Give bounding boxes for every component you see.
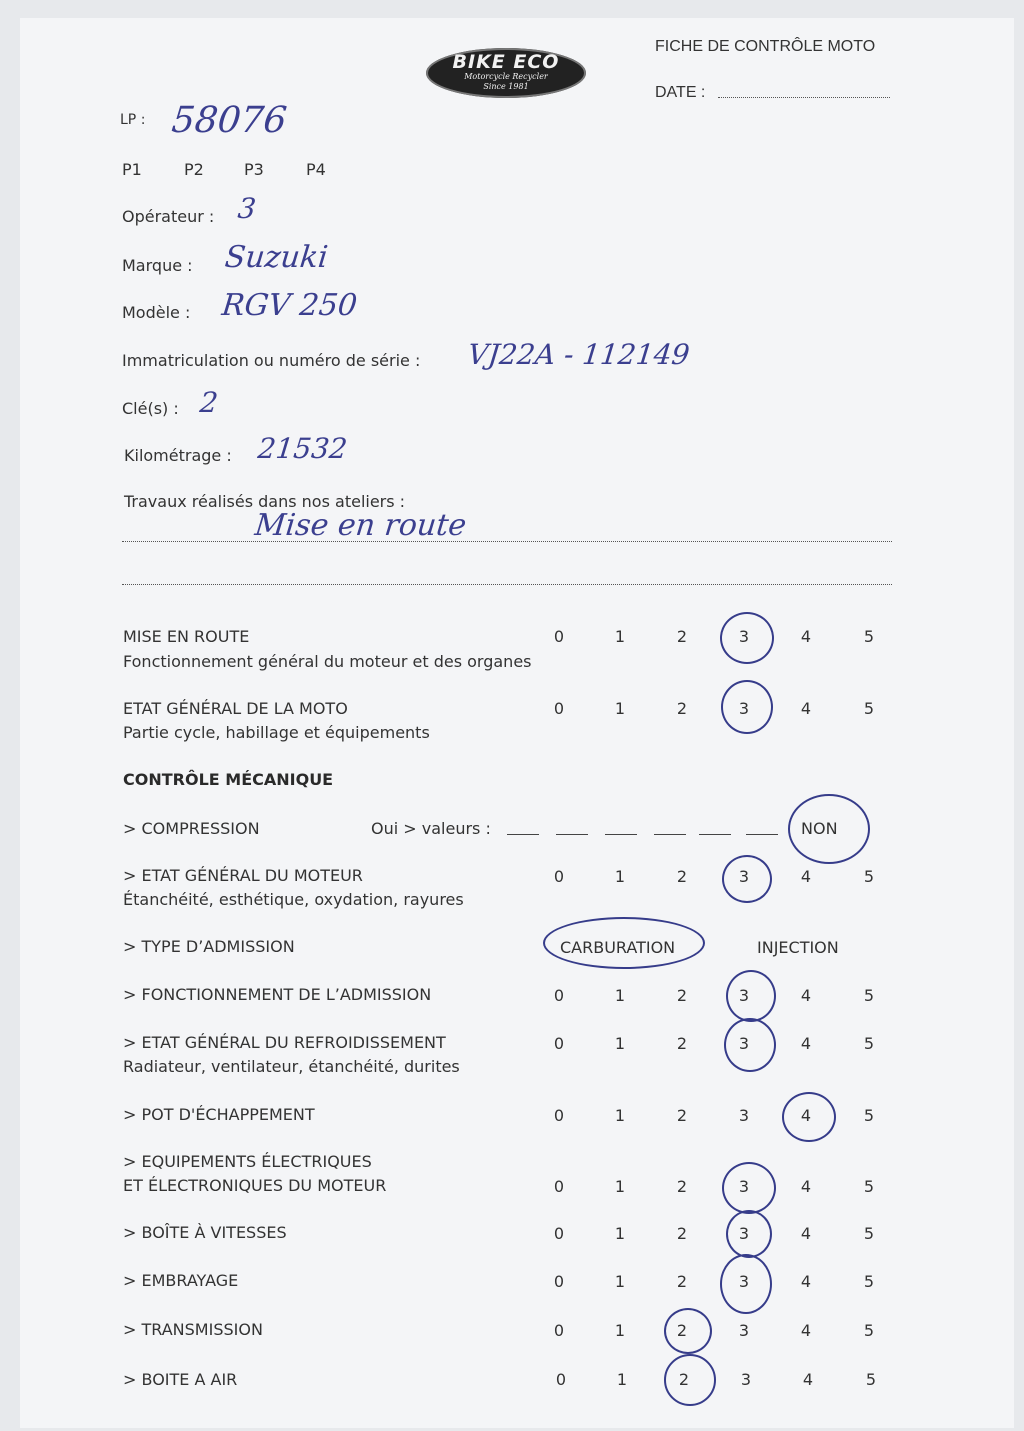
cles-value[interactable]: 2	[198, 386, 220, 419]
transmission-score-0[interactable]: 0	[553, 1321, 565, 1340]
selection-circle	[664, 1308, 712, 1354]
electrique-title-2: ET ÉLECTRONIQUES DU MOTEUR	[123, 1176, 387, 1195]
embrayage-score-1[interactable]: 1	[614, 1272, 626, 1291]
logo-tagline-since: Since 1981	[483, 82, 529, 91]
selection-circle	[720, 612, 774, 664]
travaux-label: Travaux réalisés dans nos ateliers :	[124, 492, 406, 511]
pot-score-1[interactable]: 1	[614, 1106, 626, 1125]
lp-value[interactable]: 58076	[169, 100, 289, 141]
selection-circle	[726, 970, 776, 1022]
boite-score-5[interactable]: 5	[863, 1224, 875, 1243]
immatriculation-value[interactable]: VJ22A - 112149	[466, 338, 692, 371]
p2-label[interactable]: P2	[184, 160, 204, 179]
etat-moteur-subtitle: Étanchéité, esthétique, oxydation, rayures	[123, 890, 464, 909]
operateur-value[interactable]: 3	[236, 192, 258, 225]
kilometrage-value[interactable]: 21532	[256, 432, 349, 465]
refroidissement-score-5[interactable]: 5	[863, 1034, 875, 1053]
etat-general-title: ETAT GÉNÉRAL DE LA MOTO	[123, 699, 348, 718]
etat-moteur-score-4[interactable]: 4	[800, 867, 812, 886]
etat-general-score-1[interactable]: 1	[614, 699, 626, 718]
pot-score-2[interactable]: 2	[676, 1106, 688, 1125]
etat-moteur-score-1[interactable]: 1	[614, 867, 626, 886]
embrayage-score-4[interactable]: 4	[800, 1272, 812, 1291]
boite-air-title: > BOITE A AIR	[123, 1370, 238, 1389]
date-label: DATE :	[655, 84, 706, 101]
operateur-label: Opérateur :	[122, 207, 215, 226]
boite-air-score-5[interactable]: 5	[865, 1370, 877, 1389]
boite-score-3[interactable]: 3	[738, 1224, 750, 1243]
electrique-score-1[interactable]: 1	[614, 1177, 626, 1196]
etat-general-score-4[interactable]: 4	[800, 699, 812, 718]
bike-eco-logo	[426, 48, 586, 98]
boite-air-score-1[interactable]: 1	[616, 1370, 628, 1389]
refroidissement-subtitle: Radiateur, ventilateur, étanchéité, durites	[123, 1057, 460, 1076]
embrayage-score-3[interactable]: 3	[738, 1272, 750, 1291]
selection-circle	[721, 680, 773, 734]
injection-option[interactable]: INJECTION	[757, 938, 839, 957]
compression-non-option[interactable]: NON	[801, 819, 838, 838]
cles-label: Clé(s) :	[122, 399, 179, 418]
transmission-score-2[interactable]: 2	[676, 1321, 688, 1340]
modele-value[interactable]: RGV 250	[220, 288, 359, 323]
electrique-score-0[interactable]: 0	[553, 1177, 565, 1196]
fonct-admission-score-2[interactable]: 2	[676, 986, 688, 1005]
boite-vitesses-title: > BOÎTE À VITESSES	[123, 1223, 287, 1242]
fonctionnement-admission-title: > FONCTIONNEMENT DE L’ADMISSION	[123, 985, 432, 1004]
selection-circle	[726, 1210, 772, 1258]
etat-moteur-score-5[interactable]: 5	[863, 867, 875, 886]
compression-oui-label: Oui > valeurs :	[371, 819, 491, 838]
electrique-score-4[interactable]: 4	[800, 1177, 812, 1196]
boite-score-2[interactable]: 2	[676, 1224, 688, 1243]
boite-air-score-0[interactable]: 0	[555, 1370, 567, 1389]
selection-circle	[543, 917, 705, 969]
selection-circle	[788, 794, 870, 864]
etat-general-score-3[interactable]: 3	[738, 699, 750, 718]
selection-circle	[724, 1018, 776, 1072]
electrique-score-2[interactable]: 2	[676, 1177, 688, 1196]
pot-score-4[interactable]: 4	[800, 1106, 812, 1125]
etat-general-score-0[interactable]: 0	[553, 699, 565, 718]
travaux-line-2[interactable]	[122, 584, 892, 585]
electrique-title: > EQUIPEMENTS ÉLECTRIQUES	[123, 1152, 372, 1171]
etat-moteur-score-3[interactable]: 3	[738, 867, 750, 886]
lp-label: LP :	[120, 112, 146, 128]
mise-en-route-title: MISE EN ROUTE	[123, 627, 250, 646]
boite-score-1[interactable]: 1	[614, 1224, 626, 1243]
mise-en-route-score-5[interactable]: 5	[863, 627, 875, 646]
transmission-title: > TRANSMISSION	[123, 1320, 263, 1339]
p1-label[interactable]: P1	[122, 160, 142, 179]
mise-en-route-score-1[interactable]: 1	[614, 627, 626, 646]
boite-air-score-4[interactable]: 4	[802, 1370, 814, 1389]
selection-circle	[722, 1162, 776, 1214]
marque-label: Marque :	[122, 256, 193, 275]
etat-general-score-2[interactable]: 2	[676, 699, 688, 718]
refroidissement-score-1[interactable]: 1	[614, 1034, 626, 1053]
electrique-score-5[interactable]: 5	[863, 1177, 875, 1196]
form-title: FICHE DE CONTRÔLE MOTO	[655, 38, 876, 55]
compression-title: > COMPRESSION	[123, 819, 260, 838]
travaux-value[interactable]: Mise en route	[253, 508, 468, 543]
etat-moteur-title: > ETAT GÉNÉRAL DU MOTEUR	[123, 866, 363, 885]
fonct-admission-score-0[interactable]: 0	[553, 986, 565, 1005]
boite-air-score-3[interactable]: 3	[740, 1370, 752, 1389]
transmission-score-5[interactable]: 5	[863, 1321, 875, 1340]
mise-en-route-subtitle: Fonctionnement général du moteur et des organes	[123, 652, 532, 671]
p3-label[interactable]: P3	[244, 160, 264, 179]
etat-moteur-score-2[interactable]: 2	[676, 867, 688, 886]
transmission-score-1[interactable]: 1	[614, 1321, 626, 1340]
selection-circle	[722, 855, 772, 903]
selection-circle	[782, 1092, 836, 1142]
fonct-admission-score-4[interactable]: 4	[800, 986, 812, 1005]
logo-brand: BIKE ECO	[452, 51, 560, 73]
mise-en-route-score-3[interactable]: 3	[738, 627, 750, 646]
etat-general-score-5[interactable]: 5	[863, 699, 875, 718]
boite-score-4[interactable]: 4	[800, 1224, 812, 1243]
pot-score-5[interactable]: 5	[863, 1106, 875, 1125]
compression-value-3[interactable]	[605, 834, 637, 835]
transmission-score-3[interactable]: 3	[738, 1321, 750, 1340]
refroidissement-score-3[interactable]: 3	[738, 1034, 750, 1053]
travaux-line-1[interactable]	[122, 541, 892, 542]
p4-label[interactable]: P4	[306, 160, 326, 179]
boite-score-0[interactable]: 0	[553, 1224, 565, 1243]
fonct-admission-score-3[interactable]: 3	[738, 986, 750, 1005]
compression-value-5[interactable]	[699, 834, 731, 835]
date-field[interactable]	[718, 97, 890, 98]
marque-value[interactable]: Suzuki	[223, 240, 330, 275]
etat-moteur-score-0[interactable]: 0	[553, 867, 565, 886]
modele-label: Modèle :	[122, 303, 191, 322]
compression-value-1[interactable]	[507, 834, 539, 835]
selection-circle	[664, 1354, 716, 1406]
controle-mecanique-title: CONTRÔLE MÉCANIQUE	[123, 770, 334, 789]
immatriculation-label: Immatriculation ou numéro de série :	[122, 351, 421, 370]
mise-en-route-score-4[interactable]: 4	[800, 627, 812, 646]
pot-echappement-title: > POT D'ÉCHAPPEMENT	[123, 1105, 315, 1124]
compression-value-2[interactable]	[556, 834, 588, 835]
refroidissement-score-2[interactable]: 2	[676, 1034, 688, 1053]
mise-en-route-score-2[interactable]: 2	[676, 627, 688, 646]
refroidissement-title: > ETAT GÉNÉRAL DU REFROIDISSEMENT	[123, 1033, 446, 1052]
mise-en-route-score-0[interactable]: 0	[553, 627, 565, 646]
fonct-admission-score-1[interactable]: 1	[614, 986, 626, 1005]
pot-score-3[interactable]: 3	[738, 1106, 750, 1125]
compression-value-6[interactable]	[746, 834, 778, 835]
type-admission-title: > TYPE D’ADMISSION	[123, 937, 295, 956]
refroidissement-score-4[interactable]: 4	[800, 1034, 812, 1053]
pot-score-0[interactable]: 0	[553, 1106, 565, 1125]
boite-air-score-2[interactable]: 2	[678, 1370, 690, 1389]
embrayage-score-2[interactable]: 2	[676, 1272, 688, 1291]
kilometrage-label: Kilométrage :	[124, 446, 232, 465]
embrayage-score-5[interactable]: 5	[863, 1272, 875, 1291]
refroidissement-score-0[interactable]: 0	[553, 1034, 565, 1053]
selection-circle	[720, 1254, 772, 1314]
fonct-admission-score-5[interactable]: 5	[863, 986, 875, 1005]
carburation-option[interactable]: CARBURATION	[560, 938, 676, 957]
transmission-score-4[interactable]: 4	[800, 1321, 812, 1340]
logo-tagline: Motorcycle Recycler	[464, 72, 548, 81]
etat-general-subtitle: Partie cycle, habillage et équipements	[123, 723, 430, 742]
electrique-score-3[interactable]: 3	[738, 1177, 750, 1196]
compression-value-4[interactable]	[654, 834, 686, 835]
embrayage-title: > EMBRAYAGE	[123, 1271, 239, 1290]
embrayage-score-0[interactable]: 0	[553, 1272, 565, 1291]
